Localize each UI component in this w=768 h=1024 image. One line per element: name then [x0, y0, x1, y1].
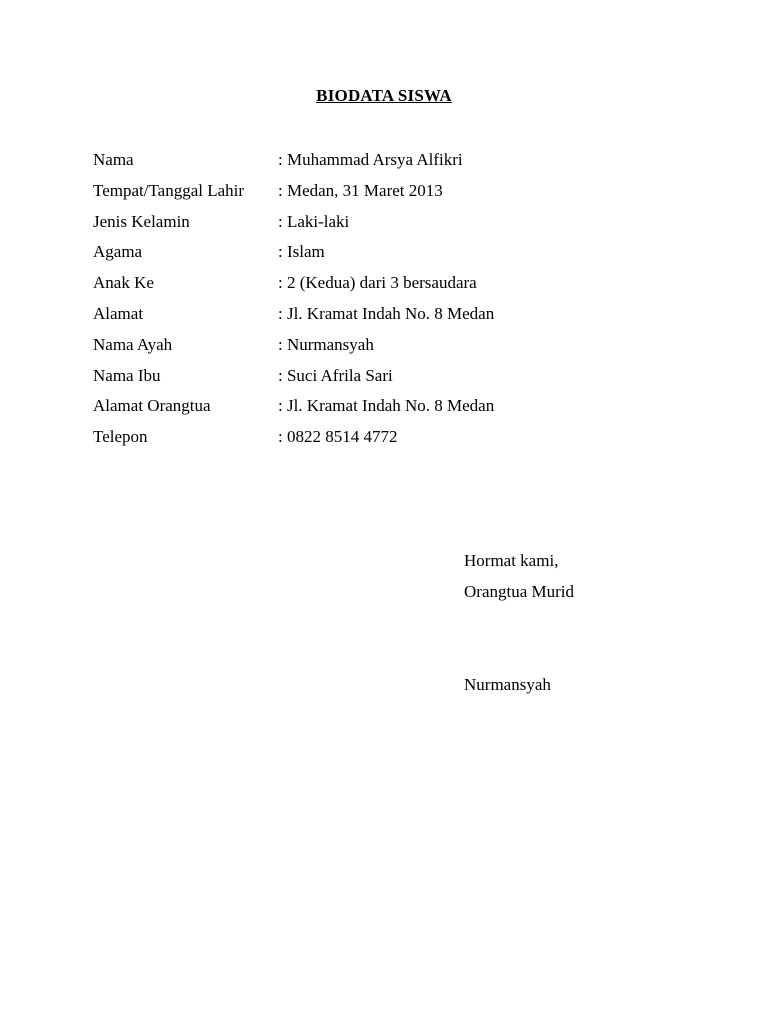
document-title: BIODATA SISWA [316, 86, 452, 105]
field-label: Alamat Orangtua [93, 396, 211, 416]
field-label: Agama [93, 242, 143, 262]
field-value: : Muhammad Arsya Alfikri [278, 150, 463, 169]
field-row-nama-ibu [93, 363, 693, 394]
field-label: Tempat/Tanggal Lahir [93, 180, 245, 200]
field-value: : Islam [278, 242, 325, 262]
field-row-nama-ayah [93, 332, 693, 363]
field-label: Nama [93, 150, 134, 169]
field-label: Telepon [93, 427, 148, 447]
field-row-jenis-kelamin [93, 209, 693, 240]
field-value: : Jl. Kramat Indah No. 8 Medan [278, 303, 495, 323]
field-value: : Nurmansyah [278, 334, 374, 354]
field-row-telepon [93, 424, 693, 455]
field-row-agama [93, 239, 693, 270]
field-value: : 0822 8514 4772 [278, 427, 398, 447]
field-value: : 2 (Kedua) dari 3 bersaudara [278, 273, 477, 293]
field-label: Alamat [93, 303, 144, 323]
field-row-tempat-tanggal-lahir [93, 178, 693, 209]
field-value: : Suci Afrila Sari [278, 365, 393, 385]
field-value: : Jl. Kramat Indah No. 8 Medan [278, 396, 495, 416]
field-row-anak-ke [93, 270, 693, 301]
closing-role: Orangtua Murid [464, 582, 575, 601]
biodata-fields [93, 147, 693, 455]
field-value: : Laki-laki [278, 211, 350, 231]
field-label: Nama Ayah [93, 334, 173, 354]
field-row-alamat [93, 301, 693, 332]
closing-signatory: Nurmansyah [464, 675, 551, 694]
field-row-alamat-orangtua [93, 393, 693, 424]
field-label: Jenis Kelamin [93, 211, 190, 231]
field-value: : Medan, 31 Maret 2013 [278, 180, 443, 200]
closing-greeting: Hormat kami, [464, 551, 559, 570]
field-row-nama [93, 147, 693, 178]
field-label: Nama Ibu [93, 365, 161, 385]
field-label: Anak Ke [93, 273, 154, 293]
